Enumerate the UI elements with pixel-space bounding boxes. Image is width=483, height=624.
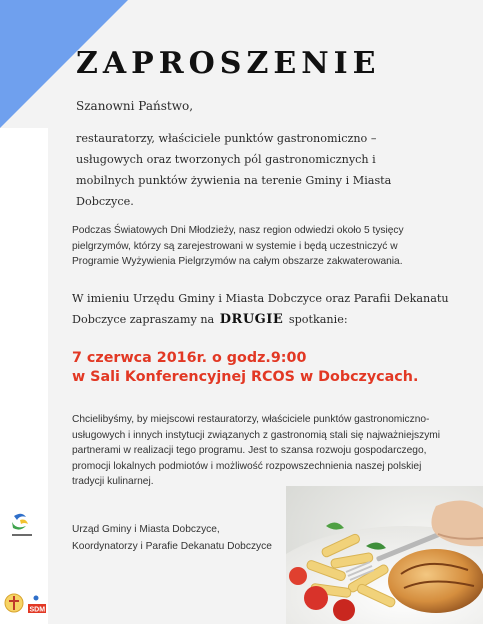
food-photo (286, 486, 483, 624)
invitation-text (72, 288, 452, 330)
invitation-after: spotkanie: (288, 313, 348, 326)
paragraph-partners: Chcielibyśmy, by miejscowi restauratorzy, właściciele punktów gastronomiczno-usługowych i innych instytucji związanych z gastronomią stali się najważniejszymi partnerami w realizacji tego programu. Jest to szansa rozwoju gospodarczego, promocji lokalnych podmiotów i możliwość rozpowszechnienia naszej polskiej tradycji kulinarnej. (72, 414, 441, 487)
event-details (72, 349, 472, 387)
parish-sdm-logo (4, 588, 48, 618)
sdm-badge: SDM (29, 606, 46, 614)
invitation-highlight: DRUGIE (219, 312, 284, 327)
event-date: 7 czerwca 2016r. o godz.9:00 (72, 350, 307, 366)
signature-line-1: Urząd Gminy i Miasta Dobczyce, (72, 524, 220, 535)
event-place: w Sali Konferencyjnej RCOS w Dobczycach. (72, 369, 419, 385)
caritas-logo (6, 512, 38, 540)
page-title: ZAPROSZENIE (76, 46, 381, 81)
signature-line-2: Koordynatorzy i Parafie Dekanatu Dobczyce (72, 541, 272, 552)
greeting: Szanowni Państwo, (76, 99, 194, 113)
invitation-before: W imieniu Urzędu Gminy i Miasta Dobczyce oraz Parafii Dekanatu Dobczyce zapraszamy na (72, 292, 449, 326)
paragraph-region-info: Podczas Światowych Dni Młodzieży, nasz region odwiedzi około 5 tysięcy pielgrzymów, którzy są zarejestrowani w systemie i będą uczestniczyć w Programie Wyżywienia Pielgrzymów na całym obszarze zakwaterowania. (72, 225, 404, 267)
signature (72, 521, 292, 555)
addressees: restauratorzy, właściciele punktów gastronomiczno – usługowych oraz tworzonych pól gastronomicznych i mobilnych punktów żywienia na terenie Gminy i Miasta Dobczyce. (76, 132, 392, 208)
side-strip (0, 128, 48, 624)
